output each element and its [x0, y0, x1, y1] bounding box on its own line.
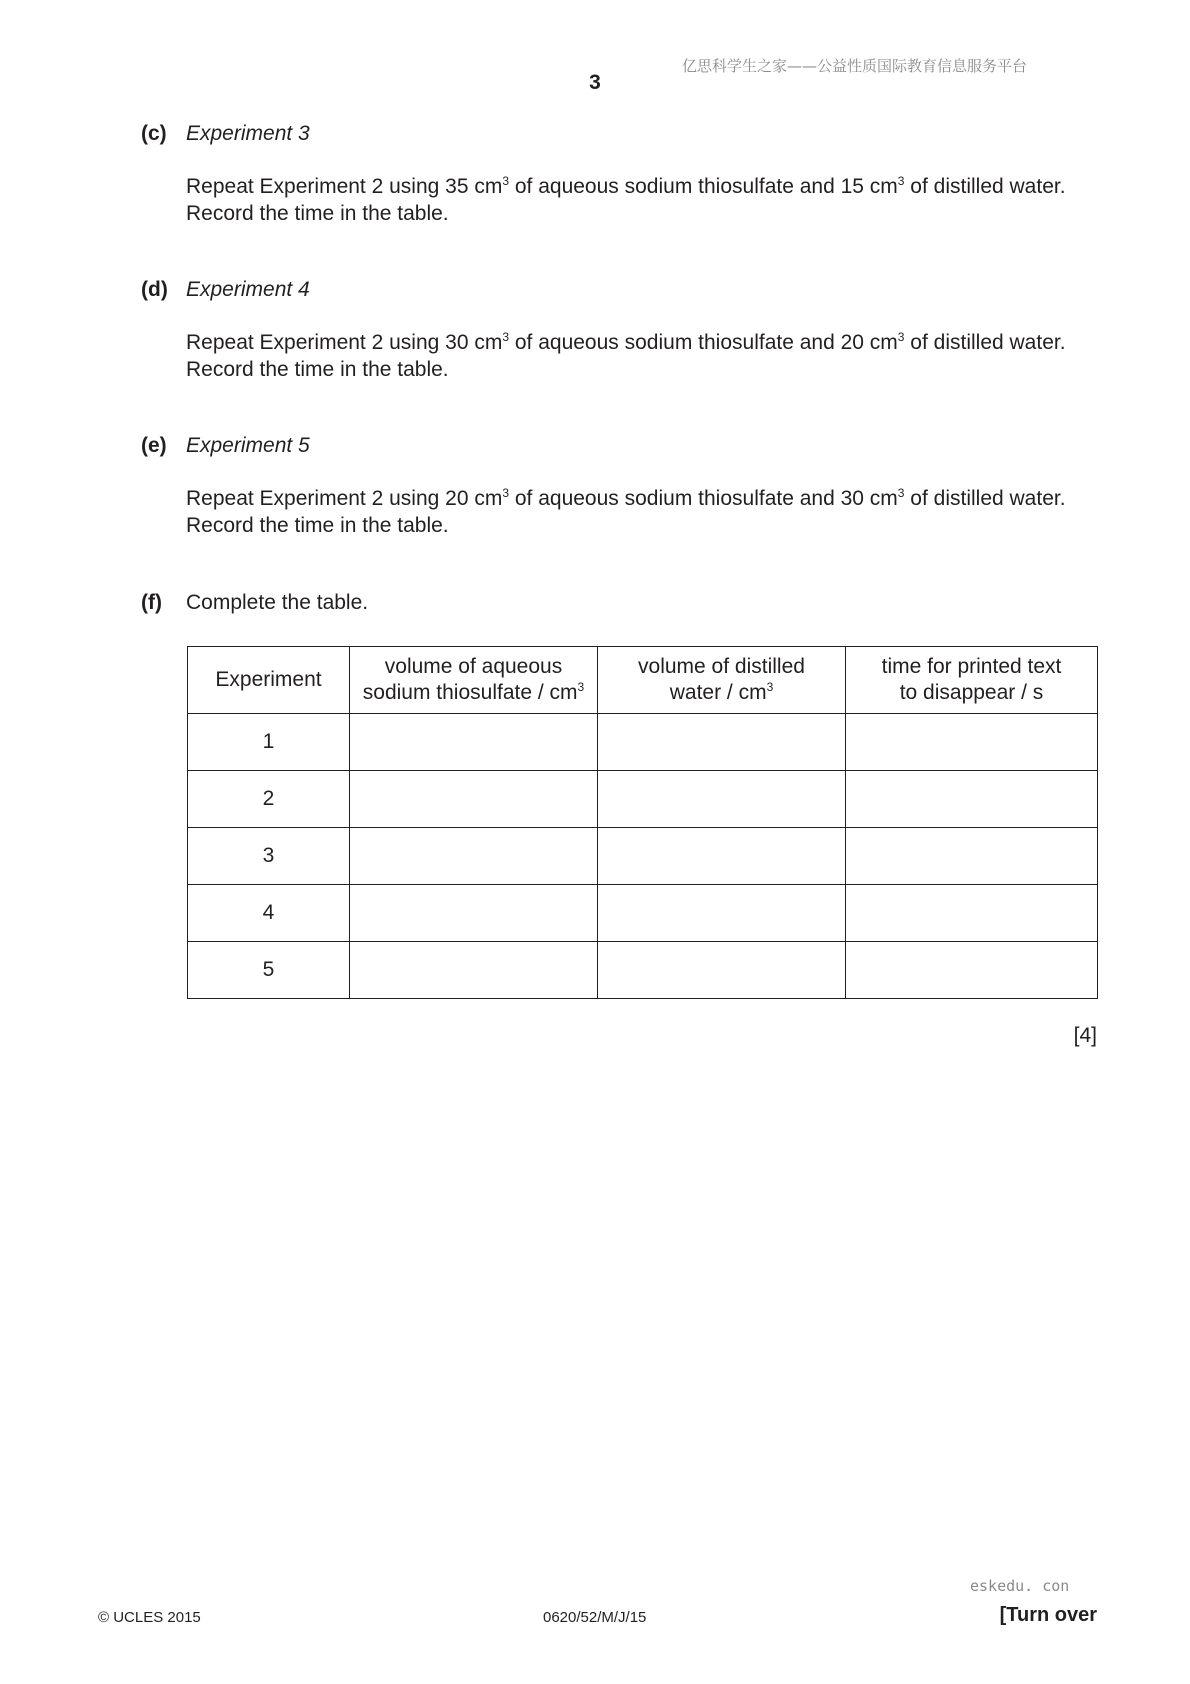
water-volume-cell[interactable]: [598, 942, 846, 999]
part-e-instruction: Repeat Experiment 2 using 20 $cm^3$ of aqueous sodium thiosulfate and 30 $cm^3$ of distilled water. Record the time in the table.: [186, 486, 1066, 537]
time-cell[interactable]: [846, 828, 1098, 885]
time-cell[interactable]: [846, 942, 1098, 999]
water-volume-cell[interactable]: [598, 885, 846, 942]
experiment-number: 4: [188, 885, 350, 942]
footer-watermark: eskedu. con: [970, 1577, 1070, 1595]
thiosulfate-volume-cell[interactable]: [350, 771, 598, 828]
part-f-label: (f): [141, 591, 162, 614]
results-table: [187, 646, 1098, 999]
turn-over-label: [Turn over: [999, 1604, 1097, 1626]
part-d-label: (d): [141, 278, 168, 301]
part-e-label: (e): [141, 434, 167, 457]
time-cell[interactable]: [846, 885, 1098, 942]
experiment-number: 3: [188, 828, 350, 885]
marks-allocation: [4]: [1073, 1024, 1097, 1047]
table-row: [188, 885, 1098, 942]
part-f-instruction: Complete the table.: [186, 591, 369, 614]
water-volume-cell[interactable]: [598, 771, 846, 828]
footer-paper-code: 0620/52/M/J/15: [543, 1609, 647, 1626]
thiosulfate-volume-cell[interactable]: [350, 828, 598, 885]
part-d-instruction: Repeat Experiment 2 using 30 $cm^3$ of aqueous sodium thiosulfate and 20 $cm^3$ of distilled water. Record the time in the table.: [186, 330, 1066, 381]
experiment-number: 5: [188, 942, 350, 999]
experiment-number: 1: [188, 714, 350, 771]
footer-copyright: © UCLES 2015: [98, 1609, 201, 1626]
table-header-row: [188, 647, 1098, 714]
page-number: 3: [589, 71, 601, 94]
table-row: [188, 771, 1098, 828]
watermark-text: 亿思科学生之家——公益性质国际教育信息服务平台: [682, 57, 1028, 75]
thiosulfate-volume-cell[interactable]: [350, 942, 598, 999]
thiosulfate-volume-cell[interactable]: [350, 885, 598, 942]
table-row: [188, 828, 1098, 885]
header-thiosulfate-volume: volume of aqueous sodium thiosulfate / $cm^3$: [350, 647, 598, 714]
header-experiment: Experiment: [188, 647, 350, 714]
part-c-instruction: Repeat Experiment 2 using 35 $cm^3$ of aqueous sodium thiosulfate and 15 $cm^3$ of distilled water. Record the time in the table.: [186, 174, 1066, 225]
part-d-title: Experiment 4: [186, 278, 310, 301]
water-volume-cell[interactable]: [598, 828, 846, 885]
header-water-volume: volume of distilled water / $cm^3$: [598, 647, 846, 714]
experiment-number: 2: [188, 771, 350, 828]
header-time: time for printed text to disappear / s: [846, 647, 1098, 714]
table-row: [188, 714, 1098, 771]
table-row: [188, 942, 1098, 999]
part-c-label: (c): [141, 122, 167, 145]
time-cell[interactable]: [846, 714, 1098, 771]
time-cell[interactable]: [846, 771, 1098, 828]
thiosulfate-volume-cell[interactable]: [350, 714, 598, 771]
part-c-title: Experiment 3: [186, 122, 310, 145]
water-volume-cell[interactable]: [598, 714, 846, 771]
part-e-title: Experiment 5: [186, 434, 310, 457]
